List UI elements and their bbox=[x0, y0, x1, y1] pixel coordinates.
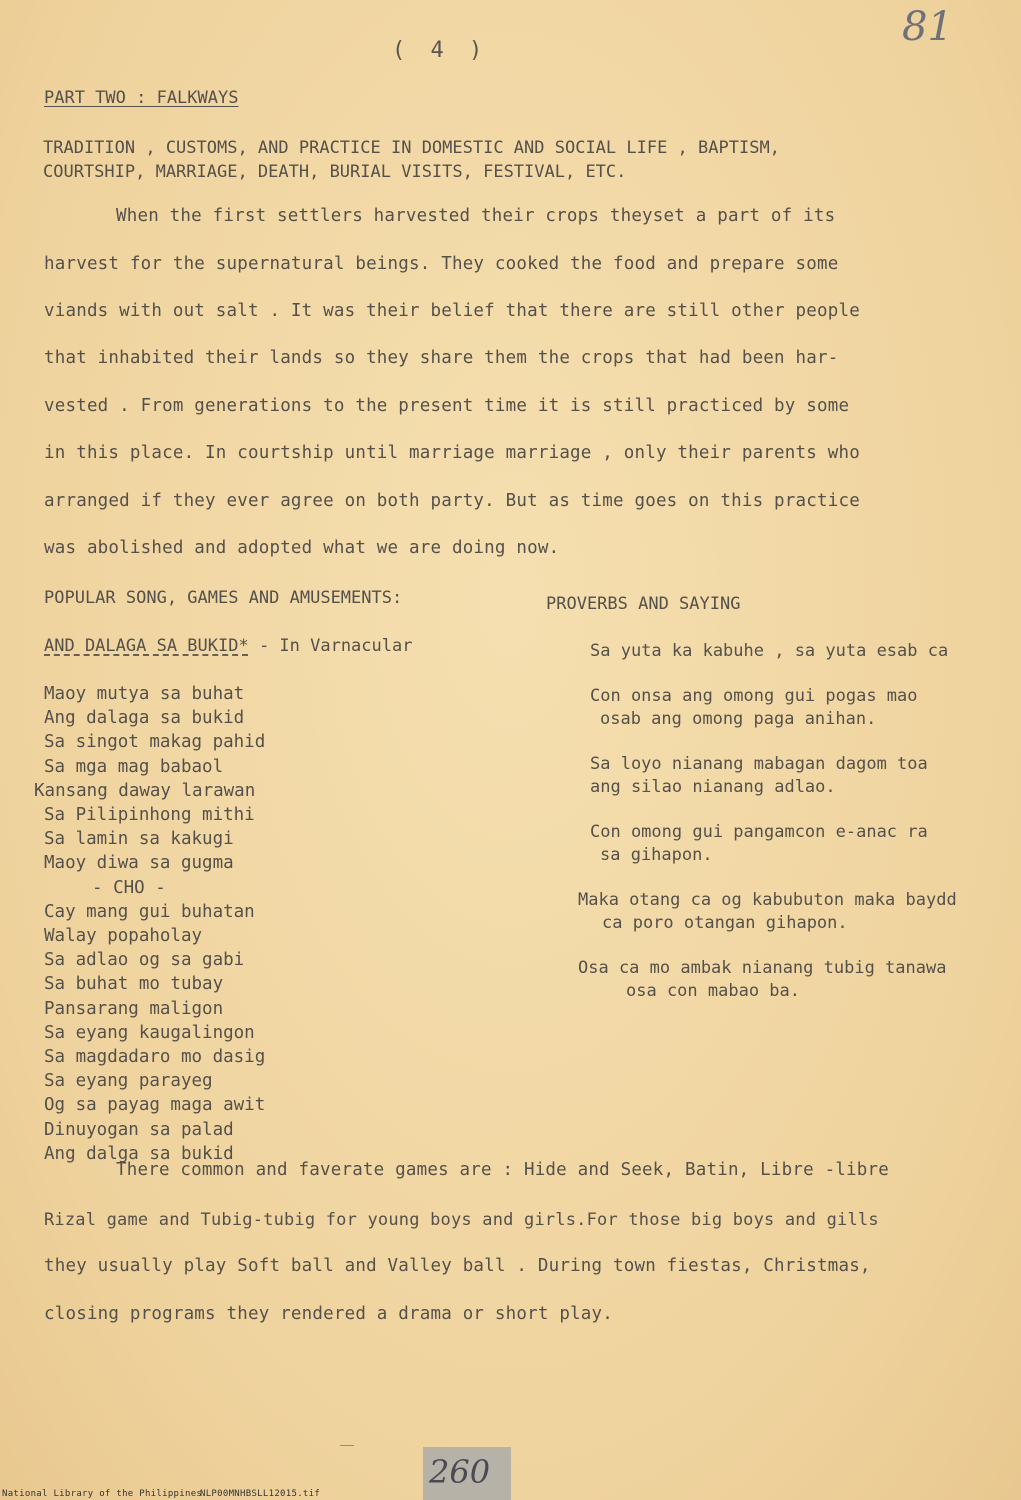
chorus-line: Sa buhat mo tubay bbox=[44, 974, 224, 995]
proverb bbox=[590, 753, 957, 799]
chorus-line: Sa adlao og sa gabi bbox=[44, 950, 245, 971]
song-line: Sa mga mag babaol bbox=[44, 756, 224, 777]
proverb bbox=[590, 640, 957, 663]
paragraph-line: that inhabited their lands so they share them the crops that had been har- bbox=[44, 348, 839, 368]
paragraph-line: Rizal game and Tubig-tubig for young boys and girls.For those big boys and gills bbox=[44, 1210, 879, 1230]
song-title: AND DALAGA SA BUKID* bbox=[44, 636, 249, 656]
proverb bbox=[590, 821, 957, 867]
section-heading bbox=[43, 136, 983, 184]
proverb-line: Sa yuta ka kabuhe , sa yuta esab ca bbox=[590, 641, 949, 661]
proverb-line: osa con mabao ba. bbox=[626, 981, 800, 1001]
handwritten-page-number: 81 bbox=[902, 4, 953, 50]
proverb-line: sa gihapon. bbox=[600, 845, 713, 865]
footer-library: National Library of the Philippines bbox=[2, 1489, 203, 1499]
song-line: Kansang daway larawan bbox=[34, 780, 256, 801]
chorus-line: Sa magdadaro mo dasig bbox=[44, 1047, 266, 1068]
song-line: Ang dalaga sa bukid bbox=[44, 708, 245, 729]
proverb-line: Osa ca mo ambak nianang tubig tanawa bbox=[578, 958, 947, 978]
proverb bbox=[578, 957, 957, 1003]
song-line: Sa lamin sa kakugi bbox=[44, 829, 234, 850]
proverb-line: ca poro otangan gihapon. bbox=[602, 913, 848, 933]
paragraph-line: harvest for the supernatural beings. They cooked the food and prepare some bbox=[44, 254, 839, 274]
paragraph-line: closing programs they rendered a drama or short play. bbox=[44, 1304, 614, 1324]
chorus-line: Og sa payag maga awit bbox=[44, 1095, 266, 1116]
paragraph-line: When the first settlers harvested their crops theyset a part of its bbox=[116, 206, 836, 226]
chorus-line: Cay mang gui buhatan bbox=[44, 901, 255, 922]
paragraph-line: There common and faverate games are : Hide and Seek, Batin, Libre -libre bbox=[116, 1160, 889, 1180]
song-title-row bbox=[44, 636, 412, 656]
paragraph-line: viands with out salt . It was their belief that there are still other people bbox=[44, 301, 860, 321]
archive-stamp bbox=[423, 1447, 511, 1500]
chorus-line: Pansarang maligon bbox=[44, 998, 224, 1019]
paragraph-line: was abolished and adopted what we are doing now. bbox=[44, 538, 560, 558]
footer-filename: NLP00MNHBSLL12015.tif bbox=[200, 1489, 321, 1499]
song-line: Maoy diwa sa gugma bbox=[44, 853, 234, 874]
chorus-line: Walay popaholay bbox=[44, 926, 203, 947]
proverbs-list bbox=[578, 640, 957, 1025]
proverb-line: Maka otang ca og kabubuton maka baydd bbox=[578, 890, 957, 910]
chorus-line: Sa eyang kaugalingon bbox=[44, 1022, 255, 1043]
songs-games-heading: POPULAR SONG, GAMES AND AMUSEMENTS: bbox=[44, 588, 403, 608]
song-line: Sa Pilipinhong mithi bbox=[44, 805, 255, 826]
heading-line: TRADITION , CUSTOMS, AND PRACTICE IN DOMESTIC AND SOCIAL LIFE , BAPTISM, bbox=[43, 138, 780, 158]
chorus-label: - CHO - bbox=[92, 877, 166, 898]
proverbs-heading: PROVERBS AND SAYING bbox=[546, 594, 741, 614]
proverb-line: Sa loyo nianang mabagan dagom toa bbox=[590, 754, 928, 774]
proverb bbox=[578, 889, 957, 935]
paragraph-line: they usually play Soft ball and Valley ball . During town fiestas, Christmas, bbox=[44, 1256, 871, 1276]
proverb-line: osab ang omong paga anihan. bbox=[600, 709, 877, 729]
page-number: ( 4 ) bbox=[392, 38, 489, 63]
paragraph-line: vested . From generations to the present time it is still practiced by some bbox=[44, 396, 850, 416]
stamp-number: 260 bbox=[429, 1453, 491, 1491]
proverb-line: Con omong gui pangamcon e-anac ra bbox=[590, 822, 928, 842]
chorus-line: Dinuyogan sa palad bbox=[44, 1119, 234, 1140]
chorus-line: Sa eyang parayeg bbox=[44, 1071, 213, 1092]
proverb bbox=[590, 685, 957, 731]
song-line: Sa singot makag pahid bbox=[44, 732, 266, 753]
part-title: PART TWO : FALKWAYS bbox=[44, 88, 239, 108]
song-line: Maoy mutya sa buhat bbox=[44, 684, 245, 704]
proverb-line: Con onsa ang omong gui pogas mao bbox=[590, 686, 918, 706]
heading-line: COURTSHIP, MARRIAGE, DEATH, BURIAL VISITS, FESTIVAL, ETC. bbox=[43, 162, 627, 182]
proverb-line: ang silao nianang adlao. bbox=[590, 777, 836, 797]
divider-mark bbox=[340, 1445, 354, 1446]
chorus-line: Ang dalga sa bukid bbox=[44, 1143, 234, 1164]
song-title-note: - In Varnacular bbox=[248, 636, 413, 656]
paragraph-line: in this place. In courtship until marriage marriage , only their parents who bbox=[44, 443, 860, 463]
paragraph-line: arranged if they ever agree on both party. But as time goes on this practice bbox=[44, 491, 860, 511]
song-verse bbox=[34, 682, 266, 1166]
